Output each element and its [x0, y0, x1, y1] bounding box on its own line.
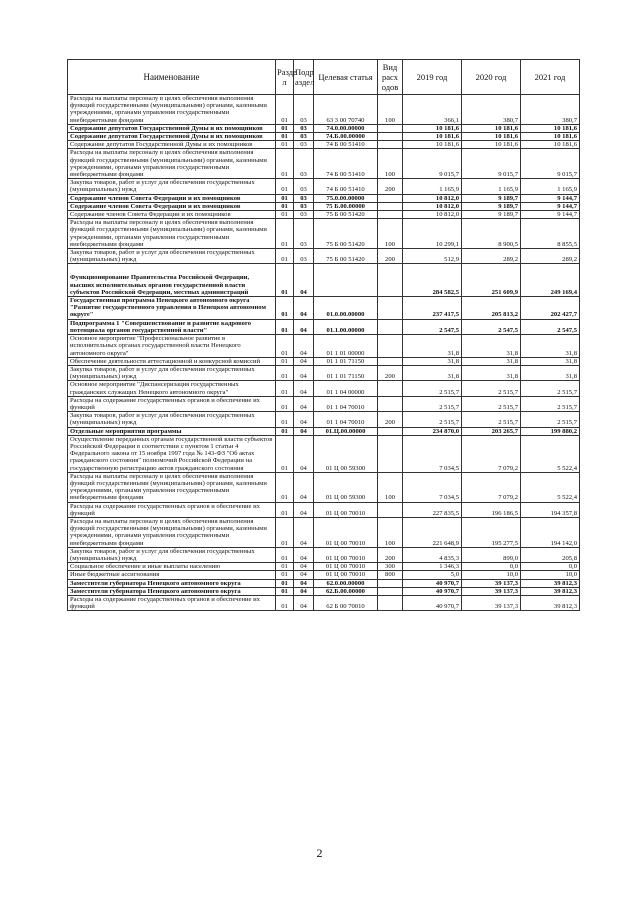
row-value-2019: 10 812,0	[403, 202, 462, 210]
row-value-2019: 227 835,5	[403, 502, 462, 517]
row-value-2021: 8 855,5	[521, 219, 580, 249]
row-razdel: 01	[276, 381, 294, 396]
row-podrazdel: 03	[294, 141, 314, 149]
row-podrazdel: 04	[294, 264, 314, 297]
row-value-2020: 2 515,7	[462, 381, 521, 396]
row-value-2020: 31,8	[462, 335, 521, 358]
row-expense-type	[378, 124, 403, 132]
row-target-article: 01 1 04 70010	[314, 396, 378, 411]
row-podrazdel: 03	[294, 202, 314, 210]
row-value-2020: 2 547,5	[462, 319, 521, 334]
row-razdel: 01	[276, 579, 294, 587]
row-value-2021: 39 812,3	[521, 596, 580, 611]
row-podrazdel: 04	[294, 571, 314, 579]
row-value-2020: 289,2	[462, 249, 521, 264]
row-podrazdel: 04	[294, 381, 314, 396]
row-value-2020: 2 515,7	[462, 412, 521, 427]
row-name: Отдельные мероприятия программы	[68, 427, 276, 435]
table-row	[68, 365, 580, 380]
row-podrazdel: 04	[294, 502, 314, 517]
row-value-2019: 10 299,1	[403, 219, 462, 249]
row-value-2020: 196 186,5	[462, 502, 521, 517]
row-value-2020: 10 181,6	[462, 124, 521, 132]
row-podrazdel: 03	[294, 95, 314, 125]
row-value-2020: 195 277,5	[462, 517, 521, 547]
row-razdel: 01	[276, 95, 294, 125]
row-name: Содержание депутатов Государственной Думы и их помощников	[68, 124, 276, 132]
table-row	[68, 124, 580, 132]
row-podrazdel: 03	[294, 249, 314, 264]
row-value-2020: 10,0	[462, 571, 521, 579]
row-razdel: 01	[276, 547, 294, 562]
row-value-2020: 9 189,7	[462, 194, 521, 202]
table-row	[68, 587, 580, 595]
row-expense-type: 200	[378, 249, 403, 264]
row-value-2020: 2 515,7	[462, 396, 521, 411]
row-value-2019: 10 181,6	[403, 133, 462, 141]
row-target-article: 75.0.00.00000	[314, 194, 378, 202]
row-value-2021: 5 522,4	[521, 435, 580, 472]
row-value-2021: 194 357,8	[521, 502, 580, 517]
row-value-2020: 39 137,3	[462, 596, 521, 611]
row-value-2019: 234 870,0	[403, 427, 462, 435]
row-expense-type	[378, 596, 403, 611]
row-target-article: 01 Ц 00 59300	[314, 472, 378, 502]
row-podrazdel: 04	[294, 412, 314, 427]
row-value-2021: 31,8	[521, 357, 580, 365]
row-expense-type	[378, 396, 403, 411]
row-target-article: 01 1 01 71150	[314, 357, 378, 365]
row-expense-type: 200	[378, 547, 403, 562]
row-podrazdel: 03	[294, 219, 314, 249]
row-razdel: 01	[276, 396, 294, 411]
table-row	[68, 381, 580, 396]
row-name: Основное мероприятие "Диспансеризация государственных гражданских служащих Ненецкого автономного округа"	[68, 381, 276, 396]
row-razdel: 01	[276, 202, 294, 210]
table-row	[68, 179, 580, 194]
table-row	[68, 579, 580, 587]
row-value-2020: 7 079,2	[462, 472, 521, 502]
row-target-article: 01 1 04 00000	[314, 381, 378, 396]
row-value-2019: 2 515,7	[403, 412, 462, 427]
row-value-2021: 31,8	[521, 335, 580, 358]
row-value-2021: 289,2	[521, 249, 580, 264]
row-name: Содержание членов Совета Федерации и их помощников	[68, 211, 276, 219]
row-name: Содержание членов Совета Федерации и их помощников	[68, 194, 276, 202]
row-target-article: 63 3 00 70740	[314, 95, 378, 125]
row-razdel: 01	[276, 141, 294, 149]
header-expense-type: Вид расх одов	[378, 60, 403, 95]
row-value-2021: 2 515,7	[521, 412, 580, 427]
row-name: Расходы на выплаты персоналу в целях обеспечения выполнения функций государственными (муниципальными) органами, казенными учреждениями, органами управления государственными внебюджетными фондами	[68, 472, 276, 502]
row-value-2020: 380,7	[462, 95, 521, 125]
row-expense-type	[378, 502, 403, 517]
row-target-article: 62 Б 00 70010	[314, 596, 378, 611]
row-name: Расходы на выплаты персоналу в целях обеспечения выполнения функций государственными (муниципальными) органами, казенными учреждениями, органами управления государственными внебюджетными фондами	[68, 95, 276, 125]
row-value-2021: 10 181,6	[521, 124, 580, 132]
table-row	[68, 412, 580, 427]
row-target-article: 01.0.00.00000	[314, 297, 378, 320]
row-target-article: 75 Б 00 51420	[314, 211, 378, 219]
table-row	[68, 427, 580, 435]
row-value-2019: 2 515,7	[403, 396, 462, 411]
row-expense-type: 100	[378, 517, 403, 547]
row-name: Заместители губернатора Ненецкого автономного округа	[68, 587, 276, 595]
row-name: Содержание членов Совета Федерации и их помощников	[68, 202, 276, 210]
row-value-2021: 205,8	[521, 547, 580, 562]
row-target-article: 01 1 01 00000	[314, 335, 378, 358]
row-podrazdel: 03	[294, 194, 314, 202]
row-podrazdel: 03	[294, 133, 314, 141]
row-expense-type: 800	[378, 571, 403, 579]
row-expense-type: 100	[378, 149, 403, 179]
row-value-2020: 0,0	[462, 563, 521, 571]
row-name: Закупка товаров, работ и услуг для обеспечения государственных (муниципальных) нужд	[68, 365, 276, 380]
row-target-article: 74.Б.00.00000	[314, 133, 378, 141]
row-value-2019: 31,8	[403, 335, 462, 358]
row-value-2019: 10 812,0	[403, 211, 462, 219]
table-row	[68, 547, 580, 562]
row-name: Расходы на содержание государственных органов и обеспечение их функций	[68, 502, 276, 517]
row-expense-type	[378, 381, 403, 396]
row-razdel: 01	[276, 472, 294, 502]
row-value-2019: 31,8	[403, 357, 462, 365]
row-podrazdel: 04	[294, 319, 314, 334]
row-name: Расходы на содержание государственных органов и обеспечение их функций	[68, 596, 276, 611]
row-expense-type: 100	[378, 219, 403, 249]
row-value-2020: 205 813,2	[462, 297, 521, 320]
row-name: Осуществление переданных органам государственной власти субъектов Российской Федерации в соответствии с пунктом 1 статьи 4 Федерального закона от 15 ноября 1997 года № 143-ФЗ "Об актах гражданского состояния" полномочий Российской Федерации на государственную регистрацию актов гражданского состояния	[68, 435, 276, 472]
row-podrazdel: 04	[294, 396, 314, 411]
table-row	[68, 563, 580, 571]
row-razdel: 01	[276, 179, 294, 194]
header-year-2021: 2021 год	[521, 60, 580, 95]
row-value-2019: 2 515,7	[403, 381, 462, 396]
row-name: Закупка товаров, работ и услуг для обеспечения государственных (муниципальных) нужд	[68, 412, 276, 427]
row-name: Закупка товаров, работ и услуг для обеспечения государственных (муниципальных) нужд	[68, 179, 276, 194]
row-name: Содержание депутатов Государственной Думы и их помощников	[68, 141, 276, 149]
row-razdel: 01	[276, 219, 294, 249]
row-value-2019: 284 582,5	[403, 264, 462, 297]
row-expense-type	[378, 319, 403, 334]
table-row	[68, 219, 580, 249]
row-name: Социальное обеспечение и иные выплаты населению	[68, 563, 276, 571]
row-value-2019: 10 181,6	[403, 141, 462, 149]
row-value-2021: 202 427,7	[521, 297, 580, 320]
row-razdel: 01	[276, 427, 294, 435]
row-target-article: 01 1 04 70010	[314, 412, 378, 427]
row-expense-type: 100	[378, 95, 403, 125]
row-expense-type	[378, 297, 403, 320]
row-value-2021: 2 515,7	[521, 396, 580, 411]
row-value-2021: 9 144,7	[521, 194, 580, 202]
row-podrazdel: 03	[294, 149, 314, 179]
row-name: Иные бюджетные ассигнования	[68, 571, 276, 579]
row-value-2019: 40 970,7	[403, 596, 462, 611]
row-podrazdel: 04	[294, 517, 314, 547]
row-value-2021: 2 515,7	[521, 381, 580, 396]
table-row	[68, 435, 580, 472]
table-header-row	[68, 60, 580, 95]
row-name: Содержание депутатов Государственной Думы и их помощников	[68, 133, 276, 141]
row-value-2020: 1 165,9	[462, 179, 521, 194]
row-value-2021: 31,8	[521, 365, 580, 380]
row-name: Государственная программа Ненецкого автономного округа "Развитие государственного управления в Ненецком автономном округе"	[68, 297, 276, 320]
row-target-article: 01 Ц 00 70010	[314, 517, 378, 547]
page-number: 2	[316, 846, 323, 860]
row-value-2020: 9 189,7	[462, 202, 521, 210]
row-name: Подпрограмма 1 "Совершенствование и развитие кадрового потенциала органов государственной власти"	[68, 319, 276, 334]
row-razdel: 01	[276, 596, 294, 611]
table-row	[68, 202, 580, 210]
row-podrazdel: 03	[294, 124, 314, 132]
table-row	[68, 211, 580, 219]
row-expense-type: 200	[378, 365, 403, 380]
row-value-2019: 7 034,5	[403, 435, 462, 472]
row-value-2020: 10 181,6	[462, 141, 521, 149]
row-value-2020: 203 265,7	[462, 427, 521, 435]
row-target-article: 74.0.00.00000	[314, 124, 378, 132]
table-row	[68, 472, 580, 502]
row-podrazdel: 04	[294, 563, 314, 571]
row-razdel: 01	[276, 412, 294, 427]
row-value-2019: 9 015,7	[403, 149, 462, 179]
row-name: Расходы на содержание государственных органов и обеспечение их функций	[68, 396, 276, 411]
row-value-2020: 31,8	[462, 357, 521, 365]
row-expense-type: 100	[378, 472, 403, 502]
row-target-article: 01 Ц 00 70010	[314, 563, 378, 571]
row-razdel: 01	[276, 357, 294, 365]
row-name: Основное мероприятие "Профессиональное развитие в исполнительных органах государственной власти Ненецкого автономного округа"	[68, 335, 276, 358]
table-row	[68, 335, 580, 358]
row-razdel: 01	[276, 517, 294, 547]
row-target-article: 01.Ц.00.00000	[314, 427, 378, 435]
row-expense-type	[378, 579, 403, 587]
row-razdel: 01	[276, 502, 294, 517]
row-value-2019: 10 812,0	[403, 194, 462, 202]
row-podrazdel: 04	[294, 435, 314, 472]
row-value-2021: 199 880,2	[521, 427, 580, 435]
row-value-2021: 9 144,7	[521, 202, 580, 210]
row-name: Закупка товаров, работ и услуг для обеспечения государственных (муниципальных) нужд	[68, 249, 276, 264]
table-row	[68, 95, 580, 125]
table-row	[68, 357, 580, 365]
row-target-article: 74 Б 00 51410	[314, 141, 378, 149]
row-podrazdel: 04	[294, 547, 314, 562]
table-row	[68, 319, 580, 334]
table-row	[68, 141, 580, 149]
row-value-2021: 39 812,3	[521, 579, 580, 587]
row-podrazdel: 04	[294, 587, 314, 595]
budget-table	[67, 59, 580, 611]
row-razdel: 01	[276, 335, 294, 358]
row-name: Расходы на выплаты персоналу в целях обеспечения выполнения функций государственными (муниципальными) органами, казенными учреждениями, органами управления государственными внебюджетными фондами	[68, 219, 276, 249]
table-row	[68, 396, 580, 411]
row-value-2021: 249 169,4	[521, 264, 580, 297]
header-year-2020: 2020 год	[462, 60, 521, 95]
row-razdel: 01	[276, 264, 294, 297]
table-row	[68, 571, 580, 579]
row-expense-type	[378, 202, 403, 210]
row-value-2019: 31,8	[403, 365, 462, 380]
row-razdel: 01	[276, 435, 294, 472]
row-podrazdel: 04	[294, 357, 314, 365]
row-value-2019: 237 417,5	[403, 297, 462, 320]
row-razdel: 01	[276, 149, 294, 179]
row-value-2019: 366,1	[403, 95, 462, 125]
row-value-2021: 0,0	[521, 563, 580, 571]
row-podrazdel: 04	[294, 427, 314, 435]
row-target-article	[314, 264, 378, 297]
table-row	[68, 149, 580, 179]
row-expense-type	[378, 141, 403, 149]
row-podrazdel: 04	[294, 297, 314, 320]
row-podrazdel: 03	[294, 211, 314, 219]
table-row	[68, 264, 580, 297]
row-razdel: 01	[276, 563, 294, 571]
header-razdel: Разде л	[276, 60, 294, 95]
row-target-article: 01.1.00.00000	[314, 319, 378, 334]
row-target-article: 75 Б 00 51420	[314, 219, 378, 249]
row-value-2021: 5 522,4	[521, 472, 580, 502]
row-expense-type	[378, 435, 403, 472]
row-value-2020: 9 015,7	[462, 149, 521, 179]
table-body	[68, 95, 580, 611]
row-expense-type	[378, 194, 403, 202]
row-target-article: 62.Б.00.00000	[314, 587, 378, 595]
row-value-2020: 31,8	[462, 365, 521, 380]
row-value-2020: 7 079,2	[462, 435, 521, 472]
row-target-article: 01 Ц 00 70010	[314, 502, 378, 517]
row-expense-type	[378, 427, 403, 435]
row-name: Закупка товаров, работ и услуг для обеспечения государственных (муниципальных) нужд	[68, 547, 276, 562]
row-expense-type	[378, 587, 403, 595]
row-value-2019: 40 970,7	[403, 579, 462, 587]
row-value-2021: 1 165,9	[521, 179, 580, 194]
row-value-2021: 380,7	[521, 95, 580, 125]
row-razdel: 01	[276, 365, 294, 380]
row-razdel: 01	[276, 319, 294, 334]
row-podrazdel: 04	[294, 579, 314, 587]
row-expense-type	[378, 133, 403, 141]
row-razdel: 01	[276, 133, 294, 141]
row-value-2019: 7 034,5	[403, 472, 462, 502]
row-expense-type	[378, 264, 403, 297]
header-year-2019: 2019 год	[403, 60, 462, 95]
row-podrazdel: 04	[294, 365, 314, 380]
row-target-article: 01 1 01 71150	[314, 365, 378, 380]
row-value-2020: 8 900,5	[462, 219, 521, 249]
row-expense-type: 200	[378, 412, 403, 427]
row-value-2021: 10,0	[521, 571, 580, 579]
table-row	[68, 517, 580, 547]
row-expense-type	[378, 211, 403, 219]
row-target-article: 75 Б 00 51420	[314, 249, 378, 264]
row-expense-type: 200	[378, 179, 403, 194]
row-razdel: 01	[276, 124, 294, 132]
row-value-2019: 2 547,5	[403, 319, 462, 334]
header-podrazdel: Подр аздел	[294, 60, 314, 95]
row-value-2019: 40 970,7	[403, 587, 462, 595]
row-target-article: 74 Б 00 51410	[314, 149, 378, 179]
row-razdel: 01	[276, 587, 294, 595]
row-name: Расходы на выплаты персоналу в целях обеспечения выполнения функций государственными (муниципальными) органами, казенными учреждениями, органами управления государственными внебюджетными фондами	[68, 149, 276, 179]
row-value-2020: 39 137,3	[462, 587, 521, 595]
row-value-2019: 512,9	[403, 249, 462, 264]
row-target-article: 75 Б.00.00000	[314, 202, 378, 210]
row-value-2020: 251 609,9	[462, 264, 521, 297]
row-value-2021: 39 812,3	[521, 587, 580, 595]
table-row	[68, 249, 580, 264]
row-value-2019: 5,0	[403, 571, 462, 579]
row-name: Расходы на выплаты персоналу в целях обеспечения выполнения функций государственными (муниципальными) органами, казенными учреждениями, органами управления государственными внебюджетными фондами	[68, 517, 276, 547]
table-row	[68, 596, 580, 611]
row-value-2021: 10 181,6	[521, 133, 580, 141]
row-value-2021: 2 547,5	[521, 319, 580, 334]
row-name: Обеспечение деятельности аттестационной и конкурсной комиссий	[68, 357, 276, 365]
row-target-article: 01 Ц 00 70010	[314, 571, 378, 579]
row-razdel: 01	[276, 211, 294, 219]
row-expense-type	[378, 335, 403, 358]
row-razdel: 01	[276, 571, 294, 579]
header-name: Наименование	[68, 60, 276, 95]
row-name: Заместители губернатора Ненецкого автономного округа	[68, 579, 276, 587]
row-value-2019: 1 346,3	[403, 563, 462, 571]
row-razdel: 01	[276, 297, 294, 320]
header-target-article: Целевая статья	[314, 60, 378, 95]
table-row	[68, 297, 580, 320]
table-row	[68, 502, 580, 517]
row-target-article: 62.0.00.00000	[314, 579, 378, 587]
row-value-2020: 899,0	[462, 547, 521, 562]
row-value-2020: 39 137,3	[462, 579, 521, 587]
row-expense-type: 300	[378, 563, 403, 571]
row-value-2021: 10 181,6	[521, 141, 580, 149]
row-podrazdel: 04	[294, 596, 314, 611]
row-value-2019: 1 165,9	[403, 179, 462, 194]
row-value-2021: 9 015,7	[521, 149, 580, 179]
row-podrazdel: 04	[294, 472, 314, 502]
row-podrazdel: 04	[294, 335, 314, 358]
table-row	[68, 194, 580, 202]
row-value-2020: 9 189,7	[462, 211, 521, 219]
row-value-2019: 4 835,3	[403, 547, 462, 562]
table-row	[68, 133, 580, 141]
row-target-article: 74 Б 00 51410	[314, 179, 378, 194]
row-value-2019: 10 181,6	[403, 124, 462, 132]
row-expense-type	[378, 357, 403, 365]
row-value-2021: 9 144,7	[521, 211, 580, 219]
row-value-2020: 10 181,6	[462, 133, 521, 141]
row-name: Функционирование Правительства Российской Федерации, высших исполнительных органов государственной власти субъектов Российской Федерации, местных администраций	[68, 264, 276, 297]
row-value-2019: 221 648,9	[403, 517, 462, 547]
row-target-article: 01 Ц 00 59300	[314, 435, 378, 472]
row-target-article: 01 Ц 00 70010	[314, 547, 378, 562]
row-value-2021: 194 142,0	[521, 517, 580, 547]
row-razdel: 01	[276, 194, 294, 202]
row-podrazdel: 03	[294, 179, 314, 194]
row-razdel: 01	[276, 249, 294, 264]
